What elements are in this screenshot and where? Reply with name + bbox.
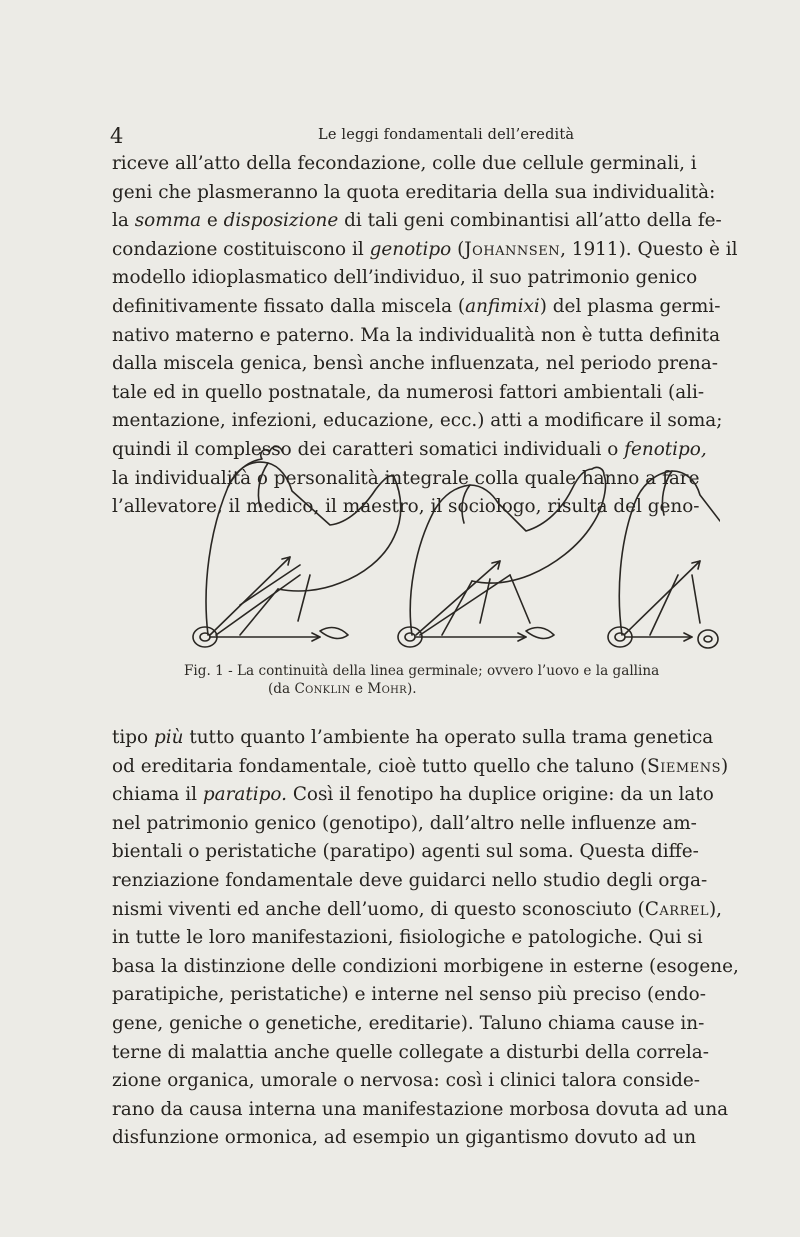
text-line: gene, geniche o genetiche, ereditarie). Taluno chiama cause in- [112,1012,705,1034]
figure-chickens-eggs [180,425,720,655]
paragraph-2 [112,724,739,1153]
term-fenotipo: fenotipo, [624,438,707,460]
text-line: disfunzione ormonica, ad esempio un gigantismo dovuto ad un [112,1127,697,1149]
text-line: tale ed in quello postnatale, da numerosi fattori ambientali (ali- [112,381,705,403]
text-line: terne di malattia anche quelle collegate a disturbi della correla- [112,1041,709,1063]
hen-outline-2 [410,467,605,635]
text-line: paratipiche, peristatiche) e interne nel senso più preciso (endo- [112,984,706,1006]
text-line: geni che plasmeranno la quota ereditaria della sua individualità: [112,181,716,203]
text-line: in tutte le loro manifestazioni, fisiologiche e patologiche. Qui si [112,927,703,949]
hen-outline-3 [619,471,720,635]
hen-outline-1 [206,447,401,636]
page-number: 4 [110,124,124,148]
text-line: basa la distinzione delle condizioni morbigene in esterne (esogene, [112,955,739,977]
running-title: Le leggi fondamentali dell’eredità [318,127,575,143]
text-line: la individualità o personalità integrale colla quale hanno a fare [112,467,700,489]
author-siemens: Siemens [647,755,721,777]
term-disposizione: disposizione [223,210,339,232]
text-line: chiama il paratipo. Così il fenotipo ha duplice origine: da un lato [112,784,714,806]
term-anfimixi: anfimixi [465,295,540,317]
running-header [0,124,800,148]
text-line: riceve all’atto della fecondazione, colle due cellule germinali, i [112,153,697,174]
text-line: definitivamente fissato dalla miscela (anfimixi) del plasma germi- [112,295,721,317]
text-line: quindi il complesso dei caratteri somatici individuali o fenotipo, [112,438,707,460]
text-line: tipo più tutto quanto l’ambiente ha operato sulla trama genetica [112,727,714,748]
text-line: nismi viventi ed anche dell’uomo, di questo sconosciuto (Carrel), [112,898,723,920]
term-genotipo: genotipo [369,238,452,260]
text-line: nativo materno e paterno. Ma la individualità non è tutta definita [112,324,721,346]
text-line: dalla miscela genica, bensì anche influenzata, nel periodo prena- [112,353,718,375]
chicken-egg-illustration [180,425,720,655]
author-johannsen: Johannsen [464,238,561,260]
term-piu: più [153,727,184,748]
text-line: renziazione fondamentale deve guidarci nello studio degli orga- [112,869,708,891]
text-line: l’allevatore, il medico, il maestro, il sociologo, risulta del geno- [112,496,700,518]
figure-caption [184,662,664,698]
caption-line: (da Conklin e Mohr). [268,681,417,697]
text-line: la somma e disposizione di tali geni combinantisi all’atto della fe- [112,210,722,232]
germ-line-arrows-3 [624,561,700,641]
text-line: nel patrimonio genico (genotipo), dall’altro nelle influenze am- [112,812,697,834]
text-line: bientali o peristatiche (paratipo) agenti sul soma. Questa diffe- [112,841,699,863]
egg-4 [698,630,718,648]
term-paratipo: paratipo. [202,784,287,806]
text-line: rano da causa interna una manifestazione morbosa dovuta ad una [112,1098,729,1120]
germ-line-arrows-1 [210,557,348,641]
author-mohr: Mohr [367,681,407,697]
author-conklin: Conklin [294,681,351,697]
text-line: zione organica, umorale o nervosa: così i clinici talora conside- [112,1070,700,1092]
author-carrel: Carrel [644,898,709,920]
text-line: modello idioplasmatico dell’individuo, il suo patrimonio genico [112,267,698,289]
text-line: od ereditaria fondamentale, cioè tutto quello che taluno (Siemens) [112,755,729,777]
text-line: condazione costituiscono il genotipo (Johannsen, 1911). Questo è il [112,238,738,260]
term-somma: somma [134,210,202,232]
text-line: mentazione, infezioni, educazione, ecc.) atti a modificare il soma; [112,410,723,432]
caption-line: Fig. 1 - La continuità della linea germinale; ovvero l’uovo e la gallina [184,663,660,679]
